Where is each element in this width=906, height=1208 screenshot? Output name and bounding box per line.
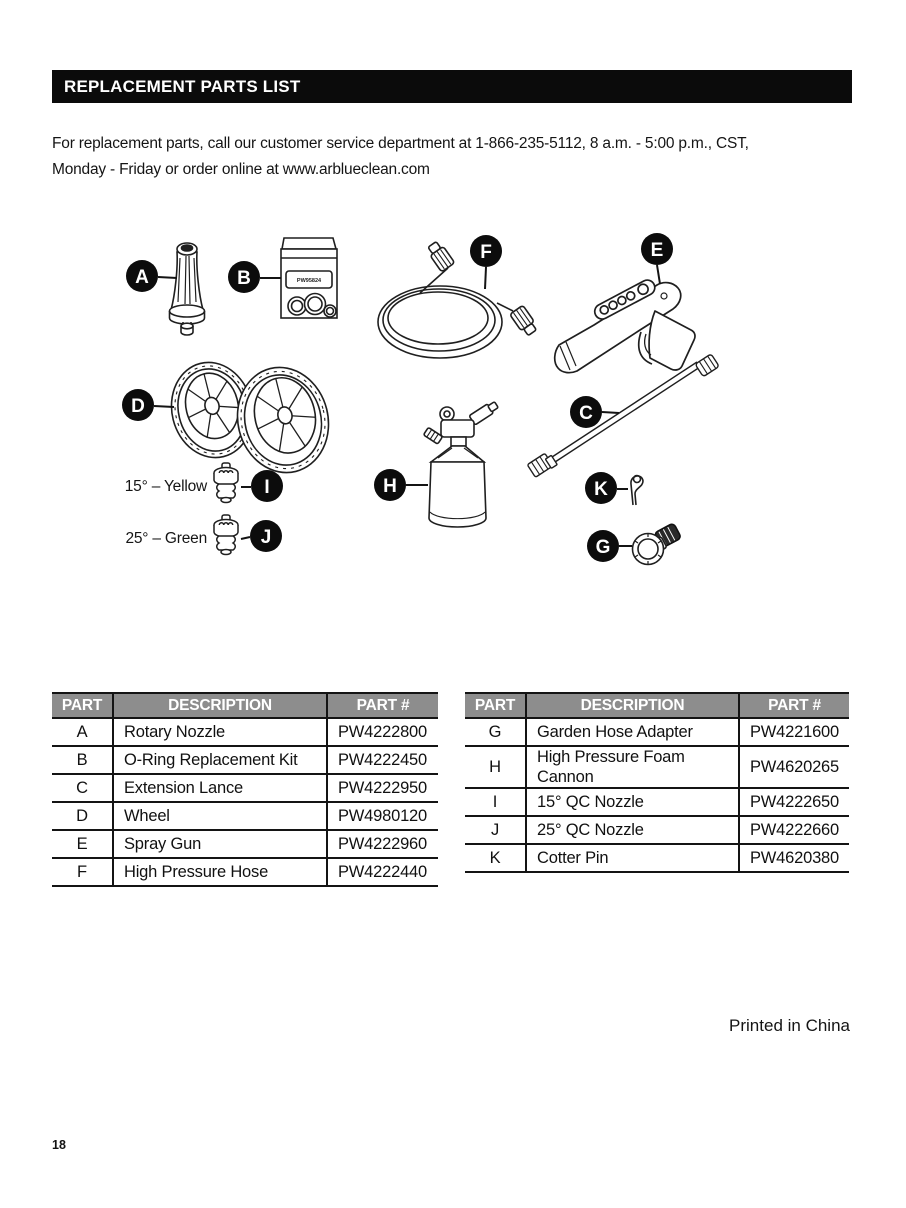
wheels-illustration xyxy=(162,354,340,483)
part-number-cell: PW4222450 xyxy=(327,746,438,774)
high-pressure-hose-illustration xyxy=(378,240,539,358)
printed-note: Printed in China xyxy=(729,1016,850,1035)
foam-cannon-illustration xyxy=(423,400,499,527)
part-letter-cell: H xyxy=(465,746,526,788)
qc-nozzle-15-illustration xyxy=(214,463,238,503)
description-cell: 15° QC Nozzle xyxy=(526,788,739,816)
part-letter-cell: J xyxy=(465,816,526,844)
svg-text:C: C xyxy=(579,403,593,424)
table-row xyxy=(465,844,849,872)
description-cell: High Pressure Hose xyxy=(113,858,327,886)
description-cell: O-Ring Replacement Kit xyxy=(113,746,327,774)
table-row xyxy=(52,802,438,830)
svg-text:J: J xyxy=(260,527,272,548)
part-label-i xyxy=(251,470,283,502)
part-letter-cell: I xyxy=(465,788,526,816)
part-letter-cell: C xyxy=(52,774,113,802)
svg-text:A: A xyxy=(135,267,149,288)
table-row xyxy=(465,816,849,844)
part-number-cell: PW4620380 xyxy=(739,844,849,872)
qc-nozzle-25-illustration xyxy=(214,515,238,555)
spray-gun-illustration xyxy=(555,277,695,372)
svg-text:I: I xyxy=(264,477,270,498)
intro-line-1: For replacement parts, call our customer service department at 1-866-235-5112, 8 a.m. - 5:00 p.m., CST, xyxy=(52,135,749,152)
part-label-d xyxy=(122,389,154,421)
part-number-cell: PW4222800 xyxy=(327,718,438,746)
description-cell: 25° QC Nozzle xyxy=(526,816,739,844)
part-number-cell: PW4620265 xyxy=(739,746,849,788)
part-letter-cell: E xyxy=(52,830,113,858)
part-letter-cell: K xyxy=(465,844,526,872)
table-row xyxy=(52,774,438,802)
table-row xyxy=(465,746,849,788)
table-row xyxy=(465,788,849,816)
part-label-h xyxy=(374,469,406,501)
part-label-b xyxy=(228,261,260,293)
table-header-row xyxy=(52,693,438,718)
part-letter-cell: D xyxy=(52,802,113,830)
rotary-nozzle-illustration xyxy=(170,243,205,335)
part-letter-cell: A xyxy=(52,718,113,746)
extension-lance-illustration xyxy=(527,354,719,477)
section-title: REPLACEMENT PARTS LIST xyxy=(64,76,301,96)
part-letter-cell: G xyxy=(465,718,526,746)
table-row xyxy=(52,830,438,858)
table-row xyxy=(52,858,438,886)
table-header-row xyxy=(465,693,849,718)
nozzle-note-15-yellow: 15° – Yellow xyxy=(124,478,207,495)
description-cell: Spray Gun xyxy=(113,830,327,858)
description-cell: Garden Hose Adapter xyxy=(526,718,739,746)
description-cell: Wheel xyxy=(113,802,327,830)
part-label-c xyxy=(570,396,602,428)
svg-text:B: B xyxy=(237,268,251,289)
part-number-cell: PW4222440 xyxy=(327,858,438,886)
nozzle-note-25-green: 25° – Green xyxy=(125,530,207,547)
col-header-part: PART xyxy=(465,693,526,718)
parts-table-left xyxy=(52,692,438,887)
part-label-a xyxy=(126,260,158,292)
description-cell: Extension Lance xyxy=(113,774,327,802)
col-header-part-number: PART # xyxy=(327,693,438,718)
part-label-e xyxy=(641,233,673,265)
svg-text:D: D xyxy=(131,396,145,417)
part-number-cell: PW4222650 xyxy=(739,788,849,816)
garden-hose-adapter-illustration xyxy=(633,523,682,565)
part-number-cell: PW4222950 xyxy=(327,774,438,802)
part-label-g xyxy=(587,530,619,562)
description-cell: Rotary Nozzle xyxy=(113,718,327,746)
part-number-cell: PW4222960 xyxy=(327,830,438,858)
svg-text:E: E xyxy=(650,240,664,261)
page-number: 18 xyxy=(52,1138,66,1152)
intro-line-2: Monday - Friday or order online at www.arblueclean.com xyxy=(52,160,430,178)
part-label-f xyxy=(470,235,502,267)
description-cell: Cotter Pin xyxy=(526,844,739,872)
table-row xyxy=(465,718,849,746)
col-header-part: PART xyxy=(52,693,113,718)
part-number-cell: PW4222660 xyxy=(739,816,849,844)
col-header-description: DESCRIPTION xyxy=(526,693,739,718)
part-letter-cell: F xyxy=(52,858,113,886)
svg-text:F: F xyxy=(480,242,492,263)
part-letter-cell: B xyxy=(52,746,113,774)
table-row xyxy=(52,746,438,774)
svg-text:G: G xyxy=(595,537,611,558)
parts-table-right xyxy=(465,692,849,873)
svg-text:K: K xyxy=(594,479,608,500)
part-label-j xyxy=(250,520,282,552)
oring-kit-illustration xyxy=(281,238,337,318)
description-cell: High Pressure Foam Cannon xyxy=(526,746,739,788)
cotter-pin-illustration xyxy=(631,476,643,506)
part-number-cell: PW4980120 xyxy=(327,802,438,830)
svg-text:H: H xyxy=(383,476,397,497)
part-number-cell: PW4221600 xyxy=(739,718,849,746)
table-row xyxy=(52,718,438,746)
package-part-number: PW95824 xyxy=(296,278,322,284)
col-header-part-number: PART # xyxy=(739,693,849,718)
col-header-description: DESCRIPTION xyxy=(113,693,327,718)
part-label-k xyxy=(585,472,617,504)
